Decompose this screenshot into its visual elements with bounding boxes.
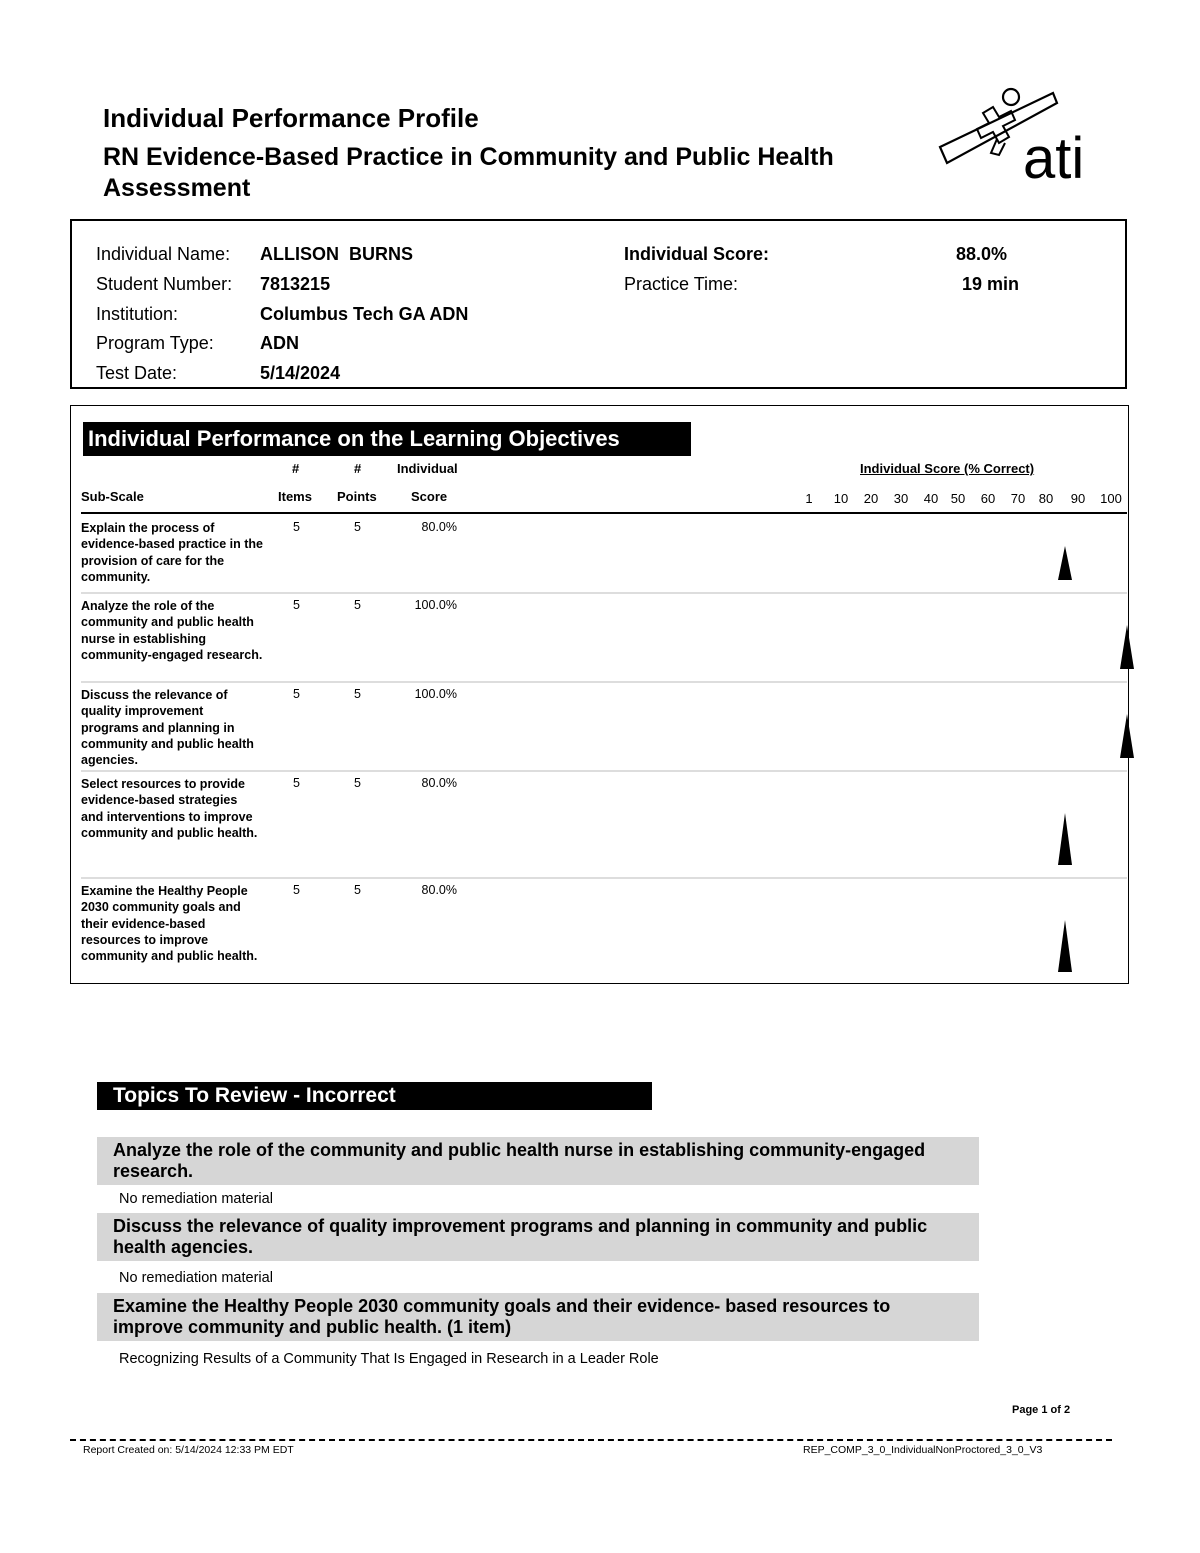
points-count: 5 bbox=[354, 776, 361, 790]
student-info-panel bbox=[70, 219, 1127, 389]
items-header-top: # bbox=[292, 461, 300, 476]
objective-score: 80.0% bbox=[421, 776, 457, 790]
axis-tick: 100 bbox=[1100, 491, 1122, 506]
topic-detail: Recognizing Results of a Community That Is Engaged in Research in a Leader Role bbox=[119, 1351, 659, 1367]
score-marker bbox=[1120, 714, 1134, 758]
score-marker bbox=[1058, 546, 1072, 580]
objective-score: 80.0% bbox=[421, 520, 457, 534]
assessment-title: RN Evidence-Based Practice in Community and Public Health Assessment bbox=[103, 143, 834, 202]
date-label: Test Date: bbox=[96, 363, 178, 383]
objective-score: 100.0% bbox=[414, 687, 457, 701]
chart-title: Individual Score (% Correct) bbox=[860, 461, 1035, 476]
objective-score: 80.0% bbox=[421, 883, 457, 897]
topic-heading: Examine the Healthy People 2030 community goals and their evidence- based resources to improve community and public health. (1 item) bbox=[97, 1293, 979, 1341]
axis-tick: 60 bbox=[980, 491, 996, 506]
objective-score: 100.0% bbox=[414, 598, 457, 612]
objective-text: Discuss the relevance of quality improvement programs and planning in community and public health agencies. bbox=[81, 688, 254, 768]
subscale-header: Sub-Scale bbox=[81, 489, 144, 504]
page-number: Page 1 of 2 bbox=[1012, 1404, 1071, 1416]
institution-label: Institution: bbox=[96, 304, 179, 324]
objective-text: Examine the Healthy People 2030 community goals and their evidence-based resources to improve community and public health. bbox=[81, 884, 258, 964]
points-count: 5 bbox=[354, 883, 361, 897]
institution: Columbus Tech GA ADN bbox=[260, 304, 469, 324]
student-name: ALLISON BURNS bbox=[260, 244, 413, 264]
points-count: 5 bbox=[354, 598, 361, 612]
axis-tick: 1 bbox=[805, 491, 813, 506]
footer-divider bbox=[70, 1439, 1112, 1441]
items-count: 5 bbox=[293, 598, 300, 612]
topic-heading: Analyze the role of the community and public health nurse in establishing community-engaged research. bbox=[97, 1137, 979, 1185]
objective-row bbox=[81, 770, 1127, 879]
report-created: Report Created on: 5/14/2024 12:33 PM EDT bbox=[83, 1444, 294, 1456]
score-header-top: Individual bbox=[397, 461, 458, 476]
ati-logo-text: ati bbox=[1023, 126, 1085, 185]
topics-title: Topics To Review - Incorrect bbox=[97, 1082, 652, 1110]
items-header: Items bbox=[278, 489, 312, 504]
axis-tick: 80 bbox=[1038, 491, 1054, 506]
ati-logo bbox=[935, 85, 1105, 185]
name-label: Individual Name: bbox=[96, 244, 231, 264]
points-count: 5 bbox=[354, 520, 361, 534]
objective-text: Explain the process of evidence-based practice in the provision of care for the community. bbox=[81, 521, 264, 584]
topic-heading: Discuss the relevance of quality improvement programs and planning in community and public health agencies. bbox=[97, 1213, 979, 1261]
axis-tick: 10 bbox=[833, 491, 849, 506]
score-marker bbox=[1058, 920, 1072, 972]
objective-text: Select resources to provide evidence-based strategies and interventions to improve community and public health. bbox=[81, 777, 258, 840]
objective-row bbox=[81, 592, 1127, 683]
axis-tick: 30 bbox=[893, 491, 909, 506]
score-header: Score bbox=[411, 489, 448, 504]
points-header-top: # bbox=[354, 461, 362, 476]
axis-tick: 90 bbox=[1070, 491, 1086, 506]
topic-detail: No remediation material bbox=[119, 1191, 273, 1207]
test-date: 5/14/2024 bbox=[260, 363, 341, 383]
axis-tick: 40 bbox=[923, 491, 939, 506]
points-header: Points bbox=[337, 489, 377, 504]
axis-tick: 50 bbox=[950, 491, 966, 506]
axis-tick: 20 bbox=[863, 491, 879, 506]
objective-row bbox=[81, 877, 1127, 984]
number-label: Student Number: bbox=[96, 274, 233, 294]
axis-tick: 70 bbox=[1010, 491, 1026, 506]
objective-row bbox=[81, 681, 1127, 772]
learning-objectives-panel bbox=[70, 405, 1129, 984]
score-label: Individual Score: bbox=[624, 244, 770, 264]
points-count: 5 bbox=[354, 687, 361, 701]
practice-time: 19 min bbox=[962, 274, 1020, 294]
report-code: REP_COMP_3_0_IndividualNonProctored_3_0_V3 bbox=[803, 1444, 1043, 1456]
items-count: 5 bbox=[293, 776, 300, 790]
student-number: 7813215 bbox=[260, 274, 331, 294]
objective-text: Analyze the role of the community and public health nurse in establishing community-engaged research. bbox=[81, 599, 263, 662]
section-title: Individual Performance on the Learning Objectives bbox=[83, 422, 691, 456]
report-title: Individual Performance Profile bbox=[103, 103, 479, 133]
score-marker bbox=[1058, 813, 1072, 865]
items-count: 5 bbox=[293, 883, 300, 897]
items-count: 5 bbox=[293, 687, 300, 701]
program-type: ADN bbox=[260, 333, 299, 353]
objective-row bbox=[81, 514, 1127, 594]
score-marker bbox=[1120, 625, 1134, 669]
program-label: Program Type: bbox=[96, 333, 214, 353]
time-label: Practice Time: bbox=[624, 274, 739, 294]
items-count: 5 bbox=[293, 520, 300, 534]
individual-score: 88.0% bbox=[956, 244, 1008, 264]
topic-detail: No remediation material bbox=[119, 1270, 273, 1286]
